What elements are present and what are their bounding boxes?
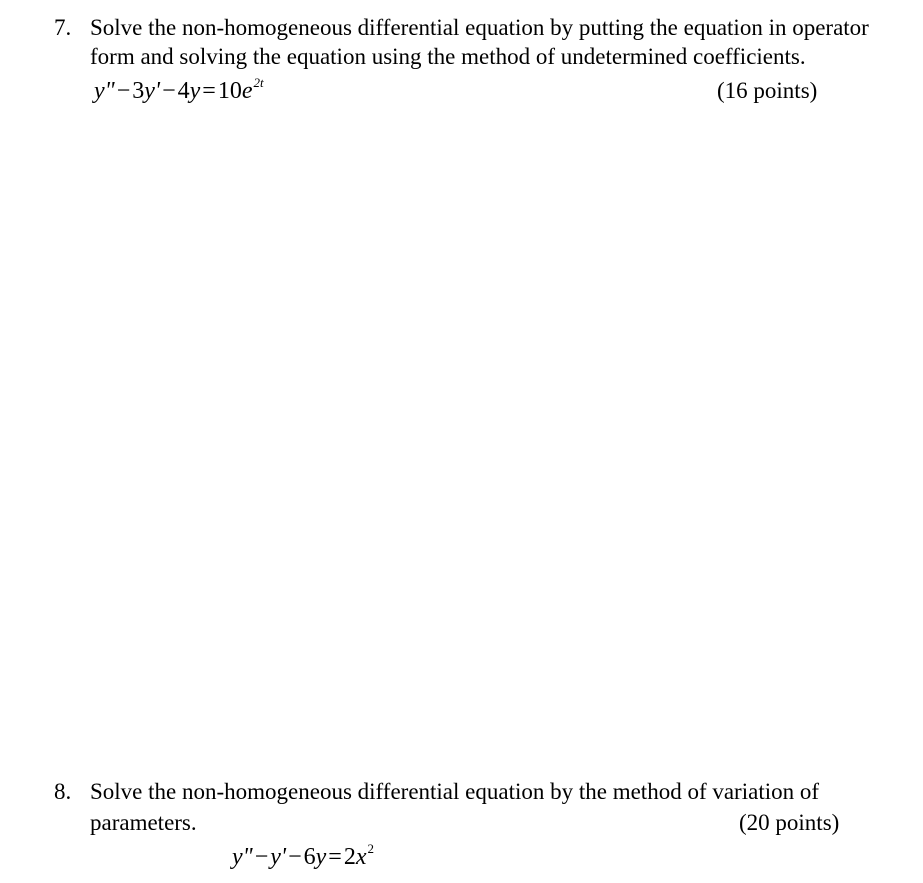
eq7-equals: = [202,78,216,104]
problem-8-equation [232,842,374,875]
eq7-rhs-coef: 10 [217,78,242,104]
problem-8-number: 8. [54,779,72,804]
eq8-minus-2: − [288,844,302,870]
eq8-coef-2: 6 [303,844,316,870]
problem-7-number: 7. [54,15,72,40]
problem-8-text-2: parameters. [90,810,197,835]
problem-7-points: (16 points) [717,78,818,103]
problem-7-text-1: Solve the non-homogeneous differential equation by putting the equation in operator [90,15,869,40]
eq7-minus-1: − [116,78,131,104]
eq7-coef-2: 4 [177,78,190,104]
eq7-y-double-prime: y" [94,78,115,104]
eq7-minus-2: − [162,78,176,104]
eq8-y: y [315,844,327,870]
eq8-minus-1: − [254,844,269,870]
eq7-rhs-exponent: 2t [253,75,264,90]
eq8-equals: = [328,844,342,870]
problem-8-line-1 [54,778,820,806]
eq8-rhs-coef: 2 [343,844,356,870]
problem-8-points: (20 points) [739,810,840,835]
eq7-y: y [189,78,201,104]
eq7-coef-1: 3 [132,78,145,104]
eq8-y-prime: y' [270,844,287,870]
eq7-rhs-e: e [241,78,253,104]
problem-8-text-1: Solve the non-homogeneous differential equation by the method of variation of [90,779,820,804]
eq8-rhs-exponent: 2 [367,841,374,856]
problem-7-text-2: form and solving the equation using the method of undetermined coefficients. [90,44,806,69]
eq8-rhs-x: x [355,844,367,870]
eq8-y-double-prime: y" [232,844,253,870]
problem-7-equation [94,76,264,109]
problem-7-line-1 [54,14,869,42]
eq7-y-prime: y' [144,78,161,104]
